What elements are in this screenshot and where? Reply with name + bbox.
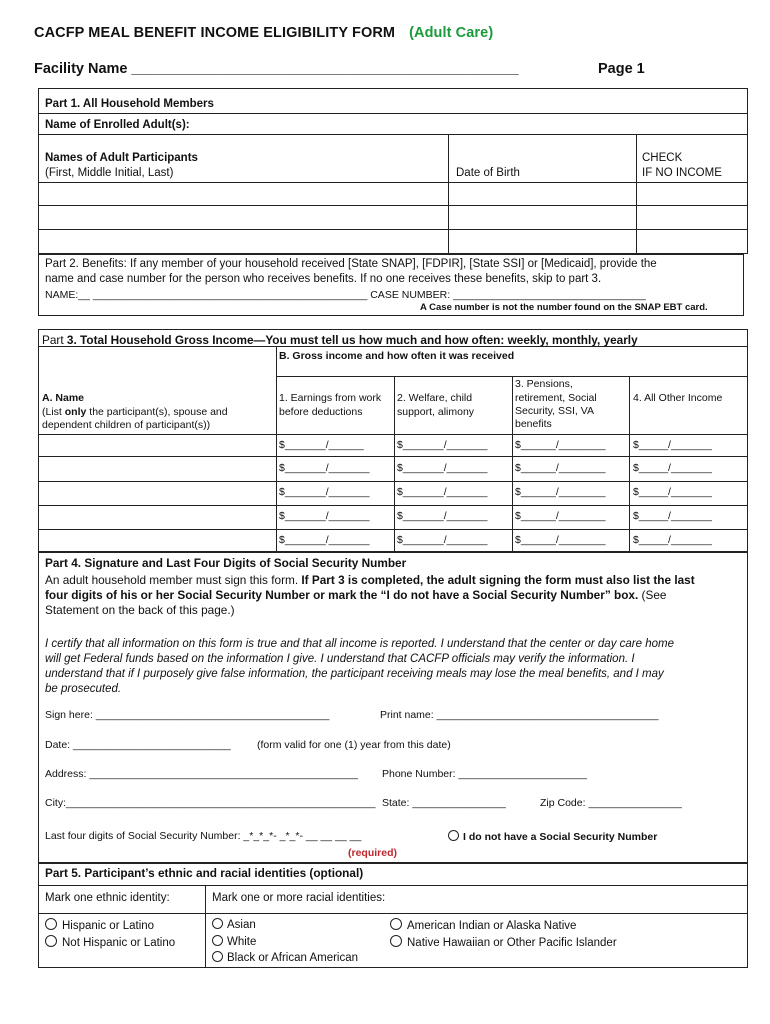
income-earnings-2[interactable]: $_______/_______ [279,462,370,474]
income-other-4[interactable]: $_____/_______ [633,510,712,522]
case-number-note: A Case number is not the number found on the SNAP EBT card. [420,302,708,313]
income-pensions-1[interactable]: $______/________ [515,439,606,451]
income-earnings-1[interactable]: $_______/______ [279,439,364,451]
checkbox-icon[interactable] [212,951,223,962]
no-income-check-2[interactable] [637,206,747,228]
certification-line4: be prosecuted. [45,683,122,695]
part3-heading-prefix: Part [42,333,67,347]
name-column-line1 [42,406,228,419]
part4-heading: Part 4. Signature and Last Four Digits of Social Security Number [45,556,407,570]
no-income-column-header: IF NO INCOME [642,167,722,179]
income-pensions-3[interactable]: $______/________ [515,486,606,498]
address-field[interactable]: Address: ______________________________________________ [45,768,358,780]
participant-name-input-3[interactable] [39,230,447,253]
racial-option-label: American Indian or Alaska Native [407,920,577,932]
certification-line1: I certify that all information on this form is true and that all income is reported. I understand that the center or day care home [45,638,674,650]
date-field[interactable]: Date: ___________________________ [45,739,231,751]
welfare-header-2: support, alimony [397,406,475,418]
no-ssn-option[interactable] [448,830,657,844]
income-name-input-3[interactable] [39,482,275,504]
name-col-post: the participant(s), spouse and [86,406,228,418]
name-column-title: A. Name [42,392,85,404]
income-name-input-1[interactable] [39,435,275,455]
ethnic-option-label: Hispanic or Latino [62,920,155,932]
participant-name-input-1[interactable] [39,183,447,204]
racial-option-label: Native Hawaiian or Other Pacific Islander [407,937,617,949]
income-other-3[interactable]: $_____/_______ [633,486,712,498]
p4-l1-pre: An adult household member must sign this form. [45,573,302,587]
benefits-name-case-field[interactable]: NAME:__ _______________________________________________ CASE NUMBER: _________________________________ [45,289,646,301]
income-earnings-3[interactable]: $_______/_______ [279,486,370,498]
income-name-input-5[interactable] [39,530,275,551]
city-field[interactable]: City:_____________________________________________________ [45,797,376,809]
ethnic-option-label: Not Hispanic or Latino [62,937,176,949]
facility-name-field[interactable]: Facility Name ________________________________________________ [34,61,519,77]
income-other-2[interactable]: $_____/_______ [633,462,712,474]
names-column-subheader: (First, Middle Initial, Last) [45,167,174,179]
participant-name-input-2[interactable] [39,206,447,228]
income-pensions-2[interactable]: $______/________ [515,462,606,474]
sign-here-field[interactable]: Sign here: ________________________________________ [45,709,330,721]
racial-option-black[interactable] [212,951,358,965]
income-pensions-5[interactable]: $______/________ [515,534,606,546]
income-welfare-2[interactable]: $_______/_______ [397,462,488,474]
income-welfare-1[interactable]: $_______/_______ [397,439,488,451]
participant-dob-input-2[interactable] [449,206,635,228]
certification-line2: will get Federal funds based on the information I give. I understand that CACFP officials may verify the information. I [45,653,635,665]
part2-line2: name and case number for the person who receives benefits. If no one receives these benefits, skip to part 3. [45,273,602,285]
no-ssn-checkbox-icon[interactable] [448,830,459,841]
state-field[interactable]: State: ________________ [382,797,506,809]
radio-icon[interactable] [45,935,57,947]
ssn-field[interactable]: Last four digits of Social Security Number: _*_*_*- _*_*- __ __ __ __ [45,830,362,842]
income-welfare-5[interactable]: $_______/_______ [397,534,488,546]
ethnic-option-hispanic[interactable] [45,918,154,933]
page-number: Page 1 [598,61,645,77]
pensions-header-1: 3. Pensions, [515,378,573,390]
p4-l1-bold: If Part 3 is completed, the adult signing the form must also list the last [301,573,695,587]
income-name-input-2[interactable] [39,457,275,480]
income-name-input-4[interactable] [39,506,275,528]
part1-heading: Part 1. All Household Members [45,98,214,110]
no-income-check-1[interactable] [637,183,747,204]
print-name-field[interactable]: Print name: ______________________________________ [380,709,659,721]
gross-income-header: B. Gross income and how often it was received [279,350,515,362]
participant-dob-input-1[interactable] [449,183,635,204]
form-subtitle: (Adult Care) [409,25,494,41]
no-ssn-label: I do not have a Social Security Number [463,831,658,843]
certification-line3: understand that if I purposely give false information, the participant receiving meals may lose the meal benefits, and I may [45,668,664,680]
income-other-5[interactable]: $_____/_______ [633,534,712,546]
racial-option-american-indian[interactable] [390,918,576,933]
part5-heading: Part 5. Participant’s ethnic and racial identities (optional) [45,866,364,880]
ethnic-option-not-hispanic[interactable] [45,935,175,950]
racial-option-white[interactable] [212,935,256,949]
other-income-header: 4. All Other Income [633,392,723,404]
welfare-header-1: 2. Welfare, child [397,392,473,404]
checkbox-icon[interactable] [212,918,223,929]
name-col-bold: only [64,406,87,418]
radio-icon[interactable] [45,918,57,930]
phone-field[interactable]: Phone Number: ______________________ [382,768,587,780]
participant-dob-input-3[interactable] [449,230,635,253]
income-welfare-3[interactable]: $_______/_______ [397,486,488,498]
income-welfare-4[interactable]: $_______/_______ [397,510,488,522]
part2-line1: Part 2. Benefits: If any member of your household received [State SNAP], [FDPIR], [State SSI] or [Medicaid], provide the [45,258,657,270]
dob-column-header: Date of Birth [456,167,520,179]
part3-heading-text: 3. Total Household Gross Income—You must tell us how much and how often: weekly, monthly, yearly [66,333,638,347]
form-title-text: CACFP MEAL BENEFIT INCOME ELIGIBILITY FORM [34,25,396,41]
part4-instruction-2 [45,588,666,602]
income-pensions-4[interactable]: $______/________ [515,510,606,522]
ethnic-identity-label: Mark one ethnic identity: [45,892,170,904]
racial-option-native-hawaiian[interactable] [390,935,617,950]
racial-option-asian[interactable] [212,918,256,932]
form-title [34,25,493,41]
checkbox-icon[interactable] [390,918,402,930]
racial-option-label: Asian [227,919,256,931]
names-column-header: Names of Adult Participants [45,152,198,164]
check-column-header: CHECK [642,152,683,164]
zip-field[interactable]: Zip Code: ________________ [540,797,682,809]
name-column-line2: dependent children of participant(s)) [42,419,211,431]
income-earnings-4[interactable]: $_______/_______ [279,510,370,522]
p4-l2-bold: four digits of his or her Social Security Number or mark the “I do not have a Social Security Number” box. [45,588,639,602]
income-other-1[interactable]: $_____/_______ [633,439,712,451]
enrolled-adults-label: Name of Enrolled Adult(s): [45,119,190,131]
racial-option-label: Black or African American [227,952,359,964]
p4-l2-post: (See [638,588,667,602]
racial-option-label: White [227,936,257,948]
ssn-required-note: (required) [348,847,398,859]
name-col-pre: (List [42,406,65,418]
part4-instruction-3: Statement on the back of this page.) [45,603,235,617]
checkbox-icon[interactable] [390,935,402,947]
checkbox-icon[interactable] [212,935,223,946]
date-validity-note: (form valid for one (1) year from this date) [257,739,451,751]
no-income-check-3[interactable] [637,230,747,253]
part4-instruction-1 [45,573,695,587]
pensions-header-2: retirement, Social [515,392,597,404]
racial-identity-label: Mark one or more racial identities: [212,892,386,904]
income-earnings-5[interactable]: $_______/_______ [279,534,370,546]
pensions-header-4: benefits [515,418,552,430]
part3-heading [42,333,638,347]
pensions-header-3: Security, SSI, VA [515,405,594,417]
earnings-header-2: before deductions [279,406,363,418]
earnings-header-1: 1. Earnings from work [279,392,382,404]
